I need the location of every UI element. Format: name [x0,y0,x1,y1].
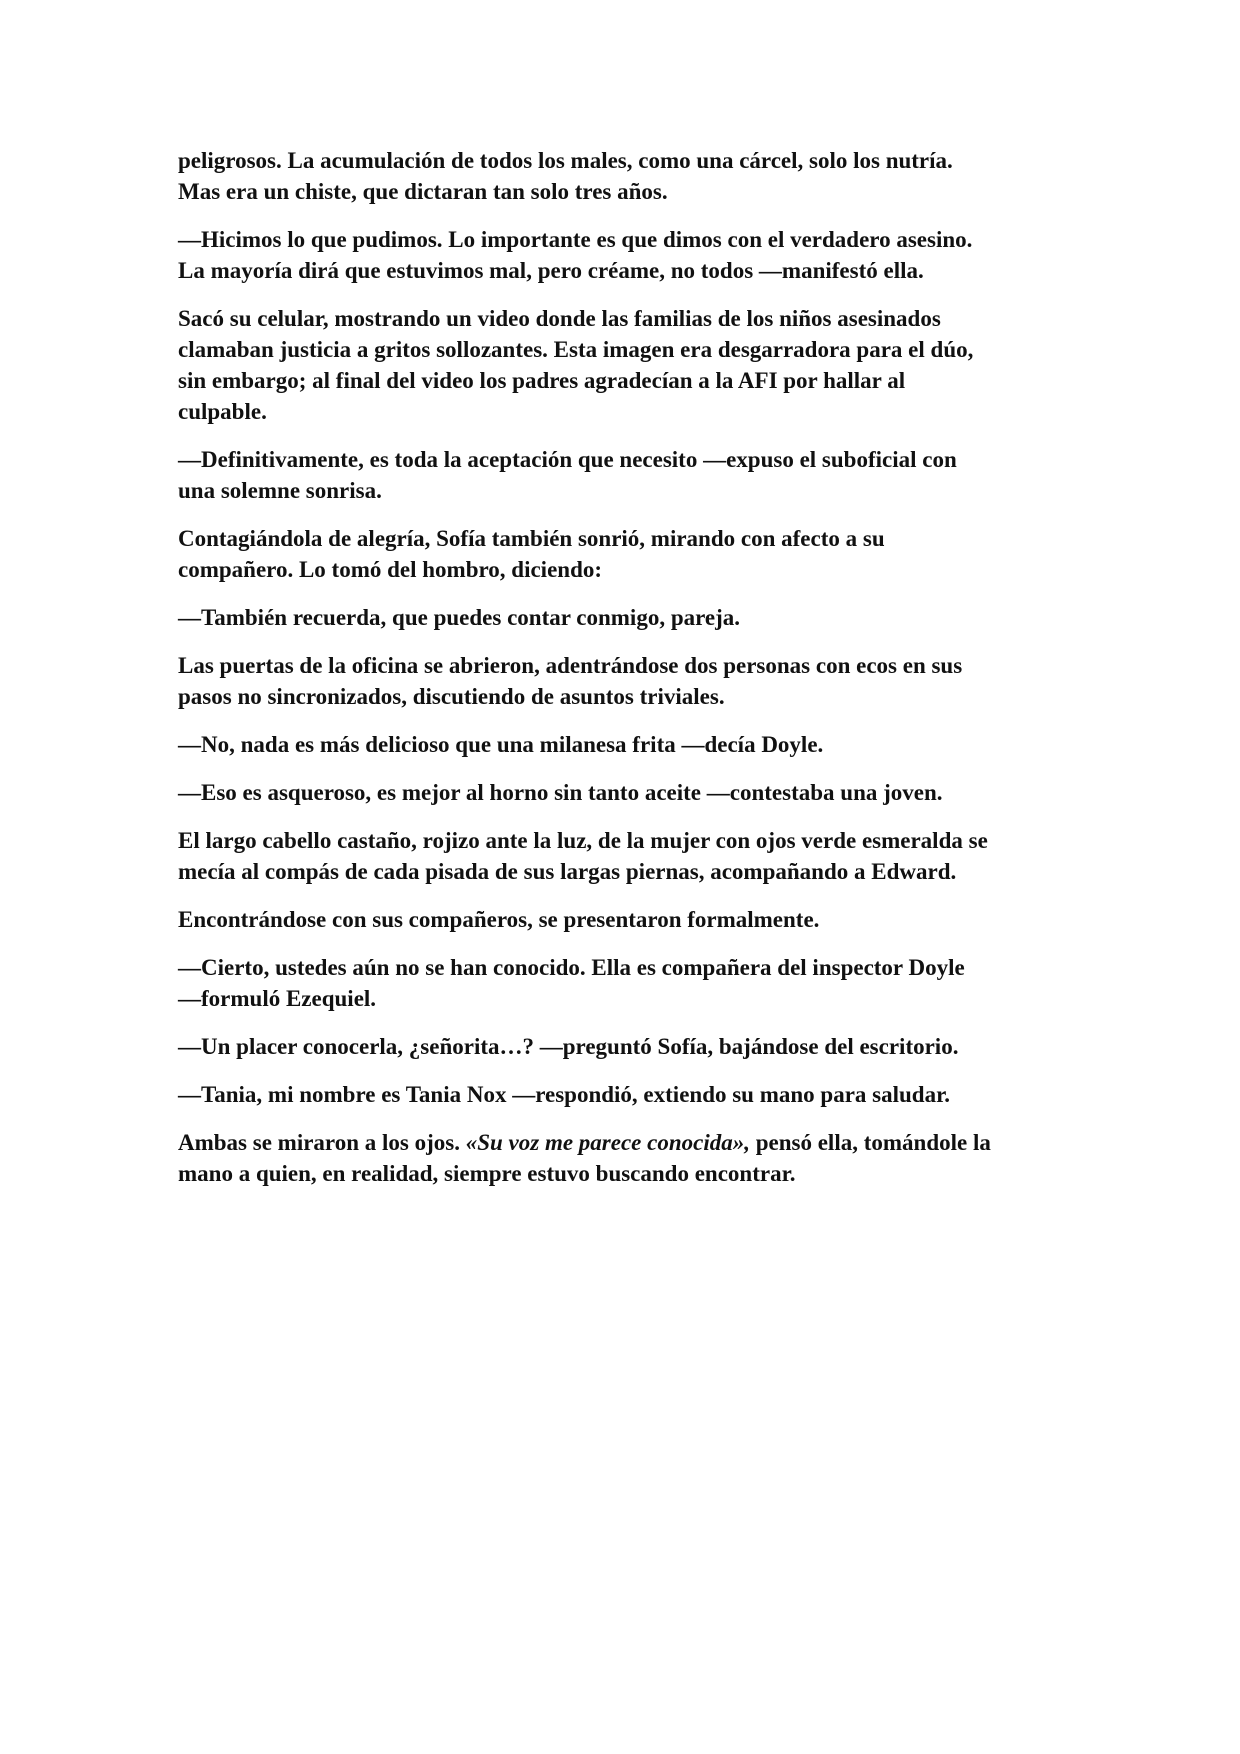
paragraph-10 [178,825,1078,887]
paragraph-11 [178,904,1078,935]
text-line: mecía al compás de cada pisada de sus largas piernas, acompañando a Edward. [178,859,957,884]
text-line: —formuló Ezequiel. [178,986,377,1011]
paragraph-8 [178,729,1078,760]
paragraph-4 [178,444,1078,506]
paragraph-12 [178,952,1078,1014]
paragraph-15 [178,1127,1078,1189]
paragraph-5 [178,523,1078,585]
document-page [178,145,1078,1206]
text-line: sin embargo; al final del video los padres agradecían a la AFI por hallar al [178,368,906,393]
paragraph-14 [178,1079,1078,1110]
text-segment: pensó ella, tomándole la [749,1130,991,1155]
text-line: Sacó su celular, mostrando un video donde las familias de los niños asesinados [178,306,941,331]
text-line: —Eso es asqueroso, es mejor al horno sin tanto aceite —contestaba una joven. [178,780,943,805]
paragraph-7 [178,650,1078,712]
text-line: —Cierto, ustedes aún no se han conocido. Ella es compañera del inspector Doyle [178,955,965,980]
text-line: una solemne sonrisa. [178,478,382,503]
text-line [178,1127,1078,1158]
paragraph-6 [178,602,1078,633]
text-line: clamaban justicia a gritos sollozantes. Esta imagen era desgarradora para el dúo, [178,337,974,362]
text-line: —Tania, mi nombre es Tania Nox —respondió, extiendo su mano para saludar. [178,1082,950,1107]
text-line: —Definitivamente, es toda la aceptación que necesito —expuso el suboficial con [178,447,957,472]
paragraph-9 [178,777,1078,808]
italic-thought: «Su voz me parece conocida», [465,1130,750,1155]
text-line: Las puertas de la oficina se abrieron, adentrándose dos personas con ecos en sus [178,653,963,678]
text-line: —También recuerda, que puedes contar conmigo, pareja. [178,605,741,630]
text-line: mano a quien, en realidad, siempre estuvo buscando encontrar. [178,1161,796,1186]
text-line: Contagiándola de alegría, Sofía también sonrió, mirando con afecto a su [178,526,885,551]
text-line: Mas era un chiste, que dictaran tan solo tres años. [178,179,668,204]
text-line: El largo cabello castaño, rojizo ante la luz, de la mujer con ojos verde esmeralda se [178,828,988,853]
text-line: —No, nada es más delicioso que una milanesa frita —decía Doyle. [178,732,824,757]
text-line: pasos no sincronizados, discutiendo de asuntos triviales. [178,684,725,709]
text-segment: Ambas se miraron a los ojos. [178,1130,466,1155]
paragraph-2 [178,224,1078,286]
text-line: —Un placer conocerla, ¿señorita…? —preguntó Sofía, bajándose del escritorio. [178,1034,959,1059]
text-line: compañero. Lo tomó del hombro, diciendo: [178,557,603,582]
text-line: Encontrándose con sus compañeros, se presentaron formalmente. [178,907,820,932]
text-line: —Hicimos lo que pudimos. Lo importante es que dimos con el verdadero asesino. [178,227,973,252]
text-line: La mayoría dirá que estuvimos mal, pero créame, no todos —manifestó ella. [178,258,924,283]
paragraph-13 [178,1031,1078,1062]
text-line: culpable. [178,399,267,424]
paragraph-1 [178,145,1078,207]
paragraph-3 [178,303,1078,427]
text-line: peligrosos. La acumulación de todos los males, como una cárcel, solo los nutría. [178,148,953,173]
